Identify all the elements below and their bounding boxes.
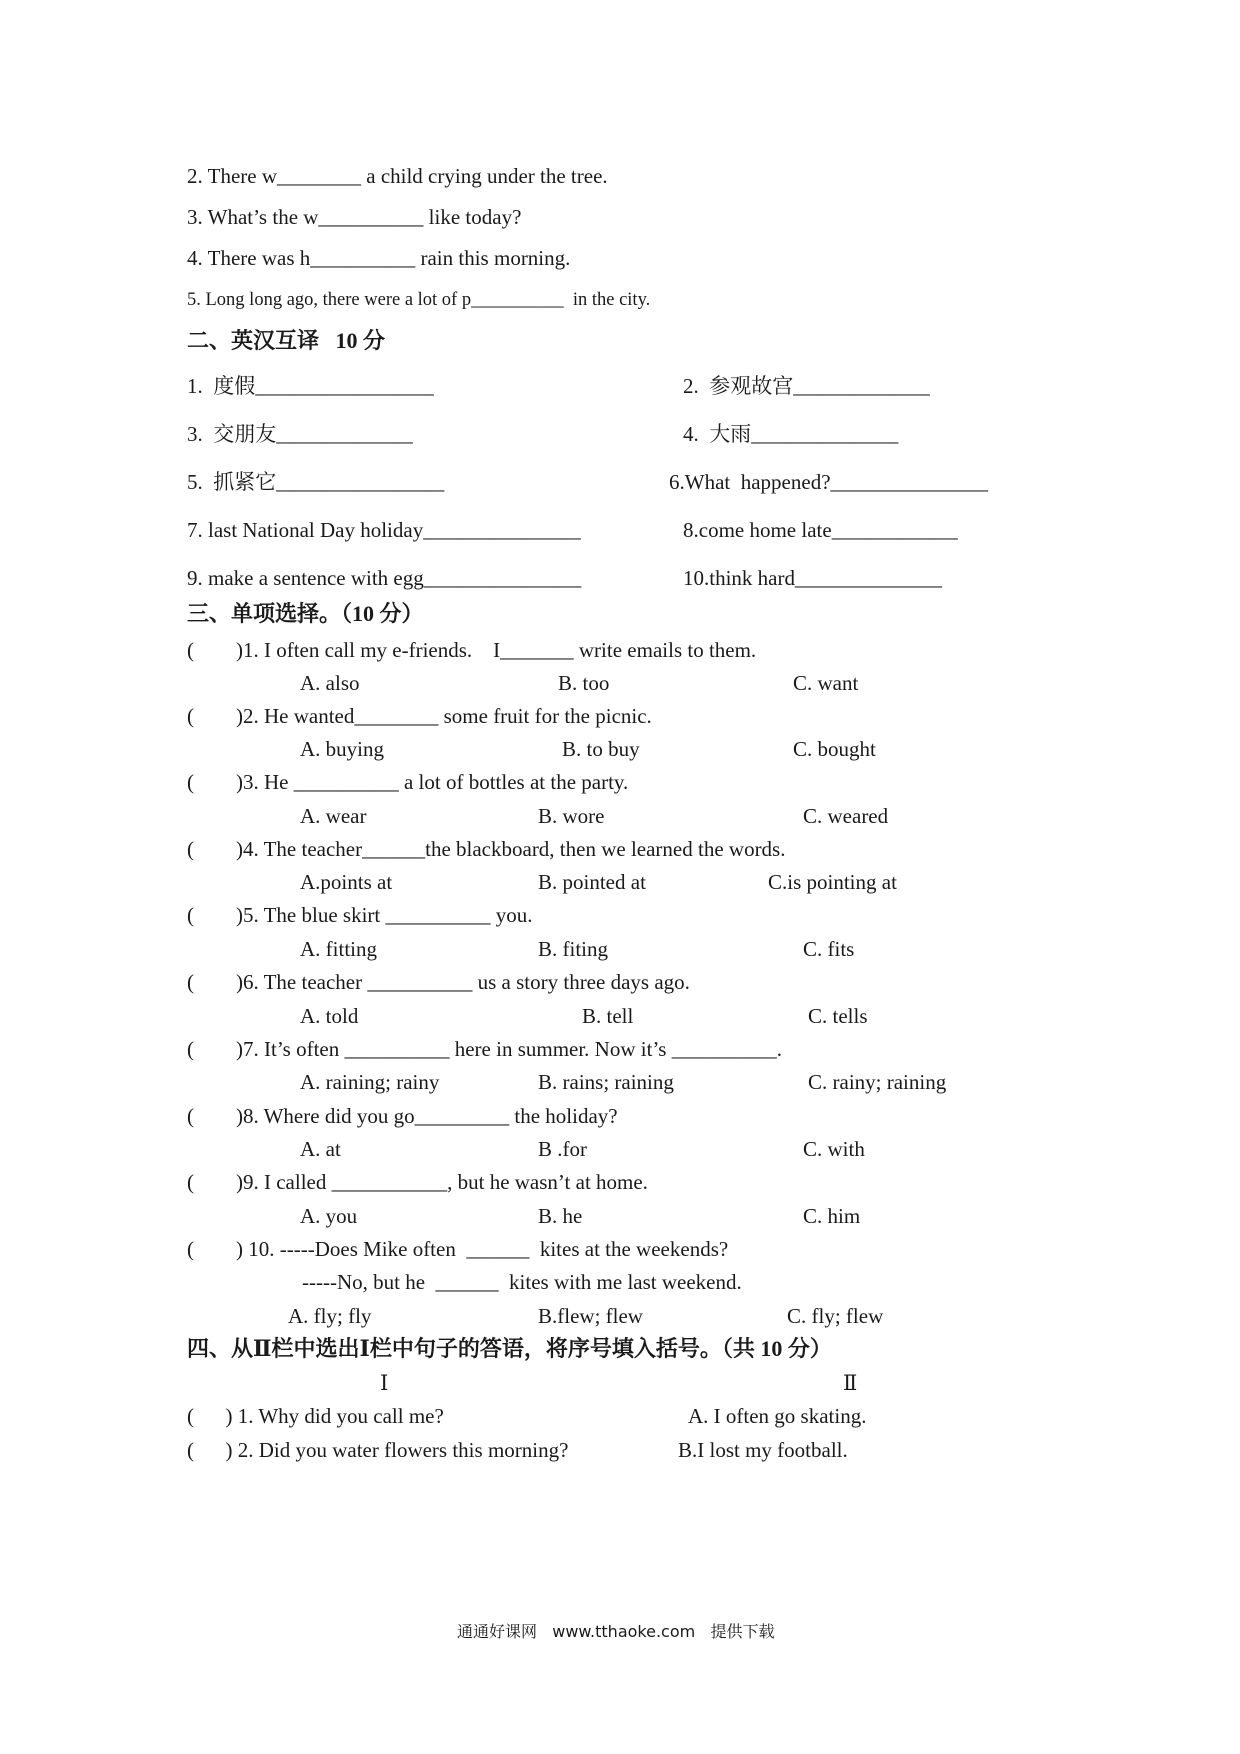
question-3-option-a: A. wear bbox=[300, 804, 367, 828]
translation-item-9: 9. make a sentence with egg_______________ bbox=[187, 566, 582, 590]
question-6-option-b: B. tell bbox=[582, 1004, 634, 1028]
question-10-reply: -----No, but he ______ kites with me last weekend. bbox=[302, 1270, 742, 1294]
question-1-option-b: B. too bbox=[558, 671, 610, 695]
question-3-option-c: C. weared bbox=[803, 804, 889, 828]
translation-item-6: 6.What happened?_______________ bbox=[669, 470, 989, 494]
fill-in-item-2: 2. There w________ a child crying under the tree. bbox=[187, 164, 608, 188]
question-4-option-b: B. pointed at bbox=[538, 870, 646, 894]
question-10: ( ) 10. -----Does Mike often ______ kites at the weekends? bbox=[187, 1237, 729, 1261]
column-header-1: Ⅰ bbox=[380, 1371, 389, 1395]
translation-item-8: 8.come home late____________ bbox=[683, 518, 958, 542]
translation-item-3: 3. 交朋友_____________ bbox=[187, 422, 413, 446]
question-3: ( )3. He __________ a lot of bottles at the party. bbox=[187, 770, 629, 794]
question-9-option-b: B. he bbox=[538, 1204, 583, 1228]
translation-item-7: 7. last National Day holiday_______________ bbox=[187, 518, 581, 542]
question-6-option-c: C. tells bbox=[808, 1004, 868, 1028]
question-6-option-a: A. told bbox=[300, 1004, 359, 1028]
page-footer: 通通好课网 www.tthaoke.com 提供下载 bbox=[457, 1622, 775, 1641]
question-1: ( )1. I often call my e-friends. I_______ write emails to them. bbox=[187, 638, 757, 662]
question-9-option-a: A. you bbox=[300, 1204, 358, 1228]
question-6: ( )6. The teacher __________ us a story three days ago. bbox=[187, 970, 690, 994]
translation-item-5: 5. 抓紧它________________ bbox=[187, 470, 445, 494]
question-9-option-c: C. him bbox=[803, 1204, 861, 1228]
question-1-option-c: C. want bbox=[793, 671, 859, 695]
question-8-option-c: C. with bbox=[803, 1137, 865, 1161]
fill-in-item-5: 5. Long long ago, there were a lot of p__________ in the city. bbox=[187, 290, 651, 310]
matching-question-1: ( ) 1. Why did you call me? bbox=[187, 1404, 444, 1428]
question-5-option-c: C. fits bbox=[803, 937, 855, 961]
question-10-option-b: B.flew; flew bbox=[538, 1304, 643, 1328]
section-heading-translation: 二、英汉互译 10 分 bbox=[187, 328, 386, 353]
question-2-option-c: C. bought bbox=[793, 737, 876, 761]
question-3-option-b: B. wore bbox=[538, 804, 605, 828]
question-7-option-a: A. raining; rainy bbox=[300, 1070, 440, 1094]
question-8-option-b: B .for bbox=[538, 1137, 587, 1161]
translation-item-10: 10.think hard______________ bbox=[683, 566, 942, 590]
question-7-option-c: C. rainy; raining bbox=[808, 1070, 947, 1094]
question-5-option-b: B. fiting bbox=[538, 937, 609, 961]
question-2: ( )2. He wanted________ some fruit for the picnic. bbox=[187, 704, 652, 728]
question-7: ( )7. It’s often __________ here in summer. Now it’s __________. bbox=[187, 1037, 782, 1061]
section-heading-matching: 四、从Ⅱ栏中选出Ⅰ栏中句子的答语，将序号填入括号。（共 10 分） bbox=[187, 1336, 832, 1361]
matching-question-2: ( ) 2. Did you water flowers this morning? bbox=[187, 1438, 569, 1462]
question-8: ( )8. Where did you go_________ the holiday? bbox=[187, 1104, 618, 1128]
matching-answer-b: B.I lost my football. bbox=[678, 1438, 848, 1462]
question-1-option-a: A. also bbox=[300, 671, 360, 695]
question-2-option-a: A. buying bbox=[300, 737, 384, 761]
question-8-option-a: A. at bbox=[300, 1137, 341, 1161]
fill-in-item-3: 3. What’s the w__________ like today? bbox=[187, 205, 522, 229]
question-2-option-b: B. to buy bbox=[562, 737, 640, 761]
question-4-option-c: C.is pointing at bbox=[768, 870, 897, 894]
question-7-option-b: B. rains; raining bbox=[538, 1070, 674, 1094]
translation-item-4: 4. 大雨______________ bbox=[683, 422, 899, 446]
fill-in-item-4: 4. There was h__________ rain this morning. bbox=[187, 246, 571, 270]
translation-item-1: 1. 度假_________________ bbox=[187, 374, 434, 398]
section-heading-multiple-choice: 三、单项选择。（10 分） bbox=[187, 601, 424, 626]
question-5: ( )5. The blue skirt __________ you. bbox=[187, 903, 533, 927]
matching-answer-a: A. I often go skating. bbox=[688, 1404, 867, 1428]
translation-item-2: 2. 参观故宫_____________ bbox=[683, 374, 930, 398]
question-4: ( )4. The teacher______the blackboard, then we learned the words. bbox=[187, 837, 786, 861]
question-4-option-a: A.points at bbox=[300, 870, 393, 894]
question-9: ( )9. I called ___________, but he wasn’t at home. bbox=[187, 1170, 648, 1194]
question-10-option-c: C. fly; flew bbox=[787, 1304, 884, 1328]
question-10-option-a: A. fly; fly bbox=[288, 1304, 372, 1328]
question-5-option-a: A. fitting bbox=[300, 937, 377, 961]
column-header-2: Ⅱ bbox=[843, 1371, 858, 1395]
